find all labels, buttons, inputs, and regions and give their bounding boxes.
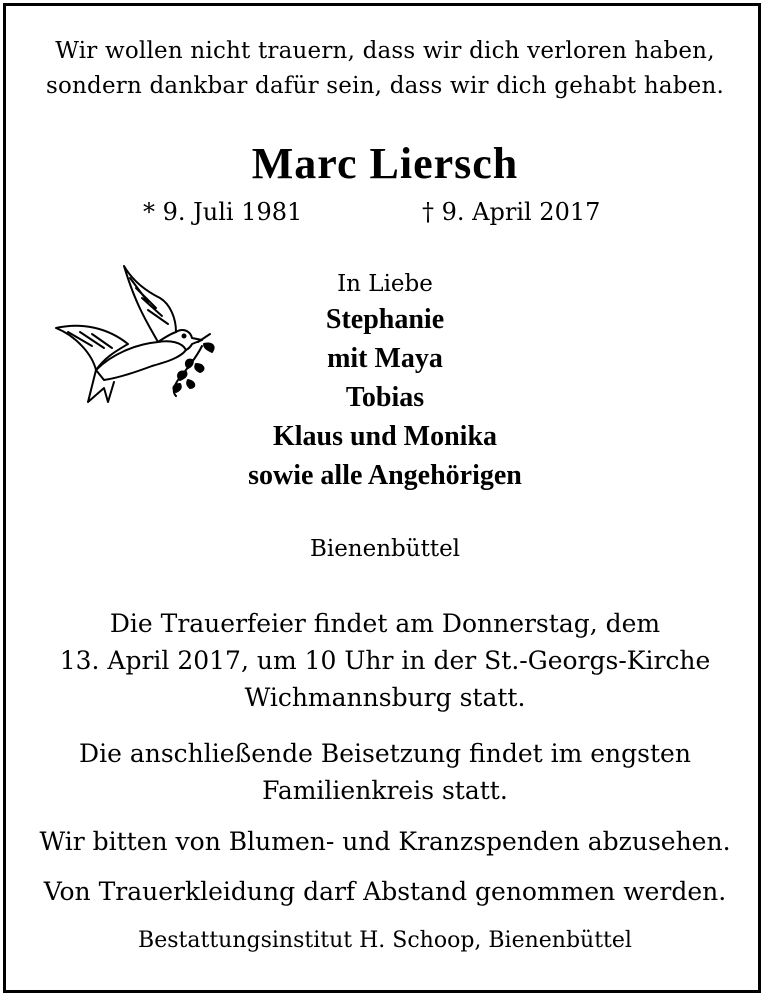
family-member: Tobias	[345, 382, 425, 413]
place: Bienenbüttel	[309, 536, 461, 562]
family-intro: In Liebe	[337, 271, 433, 297]
family-block	[150, 268, 620, 495]
notice-line: Familienkreis statt.	[262, 776, 508, 805]
family-member: Klaus und Monika	[272, 421, 498, 452]
notice-line: Von Trauerkleidung darf Abstand genommen werden.	[43, 877, 727, 906]
notice-line: Wir bitten von Blumen- und Kranzspenden abzusehen.	[39, 827, 731, 856]
burial-notice	[0, 735, 770, 809]
family-member: mit Maya	[327, 343, 443, 374]
mourning-attire-notice	[0, 873, 770, 910]
family-member: sowie alle Angehörigen	[248, 460, 522, 491]
motto-line-2: sondern dankbar dafür sein, dass wir dich gehabt haben.	[45, 73, 725, 99]
notice-line: Die Trauerfeier findet am Donnerstag, dem	[109, 609, 661, 638]
undertaker: Bestattungsinstitut H. Schoop, Bienenbüttel	[138, 928, 632, 953]
flowers-notice	[0, 823, 770, 860]
motto-line-1: Wir wollen nicht trauern, dass wir dich verloren haben,	[55, 38, 715, 64]
death-date: † 9. April 2017	[422, 198, 601, 226]
birth-date: * 9. Juli 1981	[143, 198, 303, 226]
motto	[0, 34, 770, 104]
funeral-service-notice	[0, 605, 770, 716]
deceased-name: Marc Liersch	[251, 139, 519, 188]
family-member: Stephanie	[325, 304, 445, 335]
notice-line: 13. April 2017, um 10 Uhr in der St.-Georgs-Kirche	[59, 646, 711, 675]
notice-line: Wichmannsburg statt.	[244, 683, 526, 712]
notice-line: Die anschließende Beisetzung findet im engsten	[79, 739, 691, 768]
